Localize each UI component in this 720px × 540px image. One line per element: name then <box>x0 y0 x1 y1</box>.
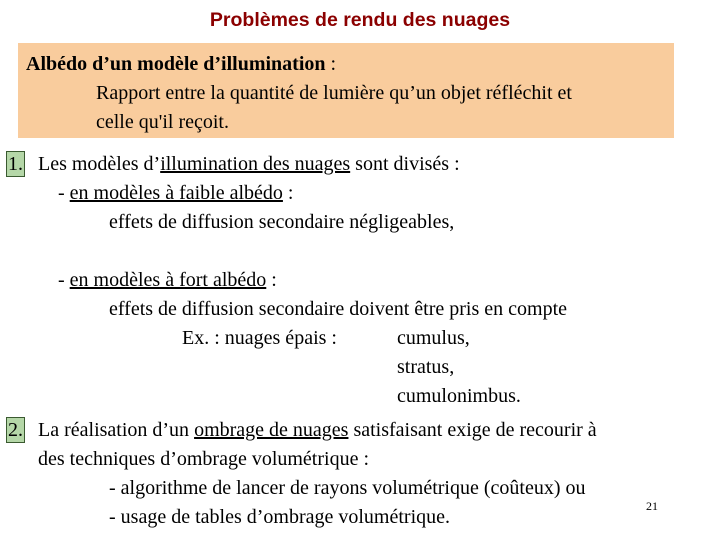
sub-1-heading <box>58 181 293 205</box>
sub-1-colon: : <box>282 182 294 204</box>
item-2-text <box>38 418 597 442</box>
example-item: cumulonimbus. <box>397 385 521 407</box>
sub-2-dash: - <box>58 269 70 291</box>
sub-2-desc: effets de diffusion secondaire doivent être pris en compte <box>109 298 567 320</box>
sub-2-label: en modèles à fort albédo <box>69 269 267 291</box>
item-2-number: 2. <box>8 419 23 441</box>
example-label: Ex. : nuages épais : <box>182 327 337 349</box>
item-1-underlined: illumination des nuages <box>160 153 351 175</box>
item-1-text <box>38 152 460 176</box>
sub-1-dash: - <box>58 182 70 204</box>
sub-1-label: en modèles à faible albédo <box>69 182 283 204</box>
definition-line-1: Rapport entre la quantité de lumière qu’un objet réfléchit et <box>96 82 572 104</box>
item-1-post: sont divisés : <box>350 153 460 175</box>
definition-colon: : <box>325 53 337 75</box>
item-2-underlined: ombrage de nuages <box>194 419 349 441</box>
item-1-number: 1. <box>8 153 23 175</box>
definition-heading <box>26 52 336 76</box>
example-item: stratus, <box>397 356 455 378</box>
item-2-bullet-2: - usage de tables d’ombrage volumétrique. <box>109 506 450 528</box>
sub-1-desc: effets de diffusion secondaire négligeables, <box>109 211 455 233</box>
sub-2-heading <box>58 268 277 292</box>
item-2-line-2: des techniques d’ombrage volumétrique : <box>38 448 370 470</box>
item-2-pre: La réalisation d’un <box>38 419 195 441</box>
item-2-post: satisfaisant exige de recourir à <box>348 419 597 441</box>
slide-title: Problèmes de rendu des nuages <box>209 9 511 31</box>
example-item: cumulus, <box>397 327 470 349</box>
page-number: 21 <box>646 499 658 513</box>
definition-line-2: celle qu'il reçoit. <box>96 111 229 133</box>
item-1-pre: Les modèles d’ <box>38 153 161 175</box>
item-2-bullet-1: - algorithme de lancer de rayons volumétrique (coûteux) ou <box>109 477 586 499</box>
sub-2-colon: : <box>266 269 277 291</box>
definition-term: Albédo d’un modèle d’illumination <box>26 53 326 75</box>
